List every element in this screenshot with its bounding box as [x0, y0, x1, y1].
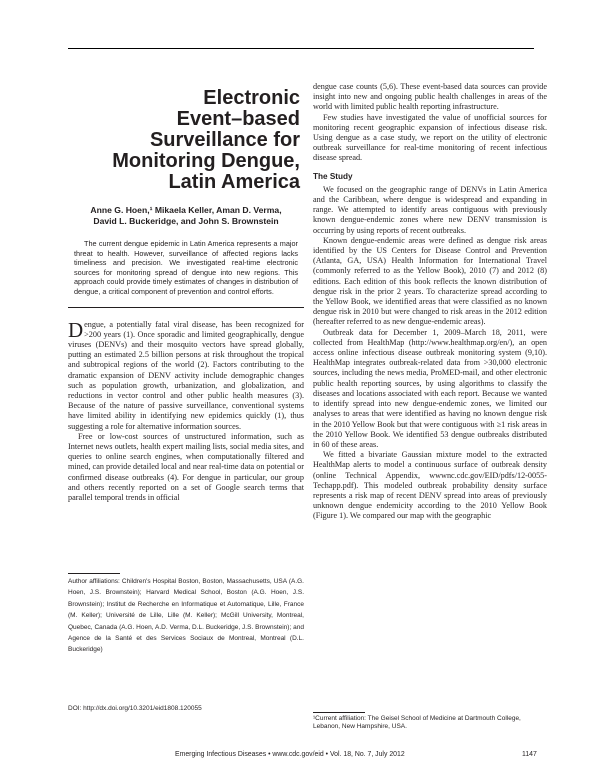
authors-line: Anne G. Hoen,¹ Mikaela Keller, Aman D. Verma,	[90, 205, 282, 215]
affiliations-divider	[68, 573, 120, 574]
footnote-divider	[313, 712, 365, 713]
left-column	[68, 82, 304, 503]
paragraph	[68, 317, 304, 432]
abstract: The current dengue epidemic in Latin America represents a major threat to health. However, surveillance of affected regions lacks timeliness and precision. We investigated real-time electronic sources for monitoring spread of dengue into new regions. This approach could provide timely estimates of changes in distribution of dengue, a critical component of prevention and control efforts.	[74, 239, 298, 296]
body-text-left	[68, 317, 304, 504]
footnote: ¹Current affiliation: The Geisel School of Medicine at Dartmouth College, Lebanon, New Hampshire, USA.	[313, 715, 521, 731]
paragraph: Few studies have investigated the value of unofficial sources for monitoring recent geographic expansion of infectious disease risk. Using dengue as a case study, we report on the utility of electronic outbreak surveillance for real-time monitoring of recent infectious disease spread.	[313, 112, 547, 163]
journal-citation: Emerging Infectious Diseases • www.cdc.gov/eid • Vol. 18, No. 7, July 2012	[175, 751, 405, 758]
paragraph-text: engue, a potentially fatal viral disease, has been recognized for >200 years (1). Once sporadic and limited geographically, dengue viruses (DENVs) and their mosquito vectors have spread globally, putting an estimated 2.5 billion persons at risk throughout the tropical and subtropical regions of the world (2). Factors contributing to the dramatic expansion of DENV activity include demographic changes such as population growth, urbanization, and globalization, and reductions in vector control and other public health measures (3). Because of the nature of passive surveillance, conventional systems have limited ability in identifying new epidemics quickly (1), thus suggesting a role for alternative information sources.	[68, 319, 304, 431]
title-line: Event–based	[176, 108, 300, 130]
paragraph: Known dengue-endemic areas were defined as dengue risk areas identified by the US Centers for Disease Control and Prevention (Atlanta, GA, USA) Health Information for International Travel (commonly referred to as the Yellow Book), 2010 (7) and 2012 (8) editions. Each edition of this book reflects the known distribution of dengue risk in the prior 2 years. To characterize spread according to the Yellow Book, we identified areas that were classified as no known dengue risk in 2010 but were changed to risk areas in the 2012 edition (hereafter referred to as new dengue-endemic areas).	[313, 235, 547, 327]
article-title	[68, 88, 300, 193]
top-rule	[68, 48, 534, 49]
body-text-right	[313, 82, 547, 522]
paragraph: Outbreak data for December 1, 2009–March 18, 2011, were collected from HealthMap (http://www.healthmap.org/en/), an open access online infectious disease outbreak monitoring system (9,10). HealthMap integrates outbreak-related data from >30,000 electronic sources, including the news media, ProMED-mail, and other electronic public health reporting sources, by using algorithms to classify the diseases and locations associated with each report. Because we wanted to identify spread into new dengue-endemic zones, we limited our analyses to areas that were identified as having no known dengue risk in the 2010 Yellow Book but that were contiguous with ≥1 risk areas in the 2010 Yellow Book. We identified 53 dengue outbreaks distributed in 60 of these areas.	[313, 327, 547, 449]
paragraph: Free or low-cost sources of unstructured information, such as Internet news outlets, health expert mailing lists, social media sites, and queries to online search engines, when computationally filtered and mined, can provide detailed local and near real-time data on potential or confirmed disease outbreaks (4). For dengue in particular, our group and others recently reported on a set of Google search terms that parallel temporal trends in official	[68, 431, 304, 503]
section-heading: The Study	[313, 171, 353, 181]
doi-link[interactable]: DOI: http://dx.doi.org/10.3201/eid1808.120055	[68, 705, 202, 712]
title-line: Monitoring Dengue,	[112, 150, 300, 172]
paragraph: We focused on the geographic range of DENVs in Latin America and the Caribbean, where dengue is widespread and expanding in range. We attempted to identify areas contiguous with previously known dengue-endemic zones where new DENV transmission is occurring by using reports of recent outbreaks.	[313, 184, 547, 235]
paragraph: dengue case counts (5,6). These event-based data sources can provide insight into new and ongoing public health challenges in areas of the world with limited public health reporting infrastructure.	[313, 82, 547, 112]
authors-line: David L. Buckeridge, and John S. Brownstein	[93, 216, 279, 226]
title-line: Latin America	[168, 171, 300, 193]
page-number: 1147	[522, 751, 537, 758]
title-line: Electronic	[203, 87, 300, 109]
right-column	[313, 82, 547, 522]
abstract-divider	[68, 307, 304, 308]
title-line: Surveillance for	[149, 129, 300, 151]
paragraph: We fitted a bivariate Gaussian mixture model to the extracted HealthMap alerts to model a continuous surface of outbreak density (online Technical Appendix, wwwnc.cdc.gov/EID/pdfs/12-0055-Techapp.pdf). This modeled outbreak probability density surface represents a risk map of recent DENV spread into areas of previously unknown dengue endemicity according to the 2010 Yellow Book (Figure 1). We compared our map with the geographic	[313, 450, 547, 521]
drop-cap: D	[68, 317, 84, 342]
author-list	[68, 205, 304, 227]
author-affiliations: Author affiliations: Children's Hospital Boston, Boston, Massachusetts, USA (A.G. Hoen, J.S. Brownstein); Harvard Medical School, Boston (A.G. Hoen, J.S. Brownstein); Institut de Recherche en Informatique et Automatique, Lille, France (M. Keller); Université de Lille, Lille (M. Keller); McGill University, Montreal, Quebec, Canada (A.G. Hoen, A.D. Verma, D.L. Buckeridge, J.S. Brownstein); and Agence de la Santé et des Services Sociaux de Montreal, Montreal (D.L. Buckeridge)	[68, 578, 304, 654]
